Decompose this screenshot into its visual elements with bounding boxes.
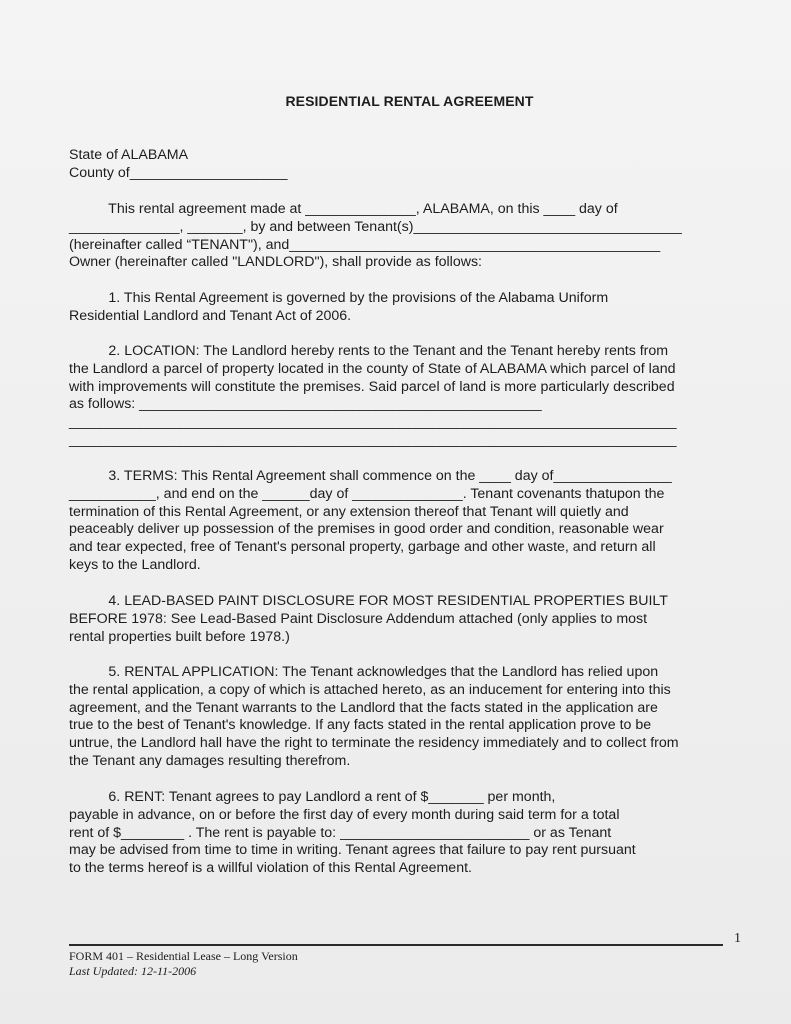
- text-line: 6. RENT: Tenant agrees to pay Landlord a rent of $_______ per month,: [69, 789, 556, 805]
- text-line: untrue, the Landlord hall have the right to terminate the residency immediately and to collect from: [69, 735, 679, 752]
- section-5-rental-application: [69, 664, 739, 771]
- text-line: may be advised from time to time in writing. Tenant agrees that failure to pay rent pursuant: [69, 842, 636, 859]
- text-line: ______________, _______, by and between Tenant(s)__________________________________: [69, 218, 682, 235]
- text-line: the Tenant any damages resulting therefrom.: [69, 752, 351, 769]
- text-line: termination of this Rental Agreement, or any extension thereof that Tenant will quietly and: [69, 503, 629, 520]
- text-line: _____________________________________________________________________________: [69, 431, 677, 448]
- document-title: RESIDENTIAL RENTAL AGREEMENT: [285, 93, 534, 109]
- text-line: Owner (hereinafter called "LANDLORD"), shall provide as follows:: [69, 254, 483, 271]
- section-2-location: [69, 343, 739, 450]
- text-line: keys to the Landlord.: [69, 556, 201, 573]
- text-line: ___________, and end on the ______day of ______________. Tenant covenants thatupon the: [69, 485, 665, 502]
- text-line: and tear expected, free of Tenant's personal property, garbage and other waste, and return all: [69, 539, 656, 556]
- text-line: Residential Landlord and Tenant Act of 2006.: [69, 307, 352, 324]
- text-line: This rental agreement made at ______________, ALABAMA, on this ____ day of: [69, 201, 618, 217]
- footer: [69, 949, 298, 979]
- text-line: with improvements will constitute the premises. Said parcel of land is more particularly described: [69, 378, 675, 395]
- text-line: agreement, and the Tenant warrants to the Landlord that the facts stated in the application are: [69, 699, 658, 716]
- footer-form-label: FORM 401 – Residential Lease – Long Version: [69, 949, 298, 963]
- section-3-terms: [69, 468, 739, 575]
- section-1: [69, 290, 739, 326]
- text-line: BEFORE 1978: See Lead-Based Paint Disclosure Addendum attached (only applies to most: [69, 610, 648, 627]
- text-line: to the terms hereof is a willful violation of this Rental Agreement.: [69, 860, 472, 877]
- text-line: 3. TERMS: This Rental Agreement shall commence on the ____ day of_______________: [69, 468, 672, 484]
- text-line: County of____________________: [69, 164, 288, 181]
- footer-last-updated: Last Updated: 12-11-2006: [69, 964, 197, 978]
- intro-paragraph: [69, 201, 739, 272]
- text-line: _____________________________________________________________________________: [69, 414, 677, 431]
- header-block: [69, 147, 739, 183]
- text-line: State of ALABAMA: [69, 147, 189, 163]
- section-4-lead-paint: [69, 593, 739, 646]
- text-line: 5. RENTAL APPLICATION: The Tenant acknowledges that the Landlord has relied upon: [69, 664, 659, 680]
- text-line: payable in advance, on or before the first day of every month during said term for a total: [69, 806, 620, 823]
- page-number: 1: [734, 931, 741, 946]
- text-line: rental properties built before 1978.): [69, 628, 290, 645]
- text-line: true to the best of Tenant's knowledge. If any facts stated in the rental application prove to be: [69, 717, 652, 734]
- text-line: the rental application, a copy of which is attached hereto, as an inducement for entering into this: [69, 681, 671, 698]
- text-line: rent of $________ . The rent is payable to: ________________________ or as Tenant: [69, 824, 612, 841]
- text-line: as follows: ___________________________________________________: [69, 396, 542, 413]
- text-line: 2. LOCATION: The Landlord hereby rents to the Tenant and the Tenant hereby rents from: [69, 343, 669, 359]
- text-line: (hereinafter called “TENANT"), and_______________________________________________: [69, 236, 661, 253]
- footer-rule: [69, 944, 723, 946]
- text-line: the Landlord a parcel of property located in the county of State of ALABAMA which parcel of land: [69, 360, 676, 377]
- text-line: 1. This Rental Agreement is governed by the provisions of the Alabama Uniform: [69, 290, 609, 306]
- section-6-rent: [69, 789, 739, 878]
- text-line: 4. LEAD-BASED PAINT DISCLOSURE FOR MOST RESIDENTIAL PROPERTIES BUILT: [69, 593, 668, 609]
- text-line: peaceably deliver up possession of the premises in good order and condition, reasonable wear: [69, 521, 664, 538]
